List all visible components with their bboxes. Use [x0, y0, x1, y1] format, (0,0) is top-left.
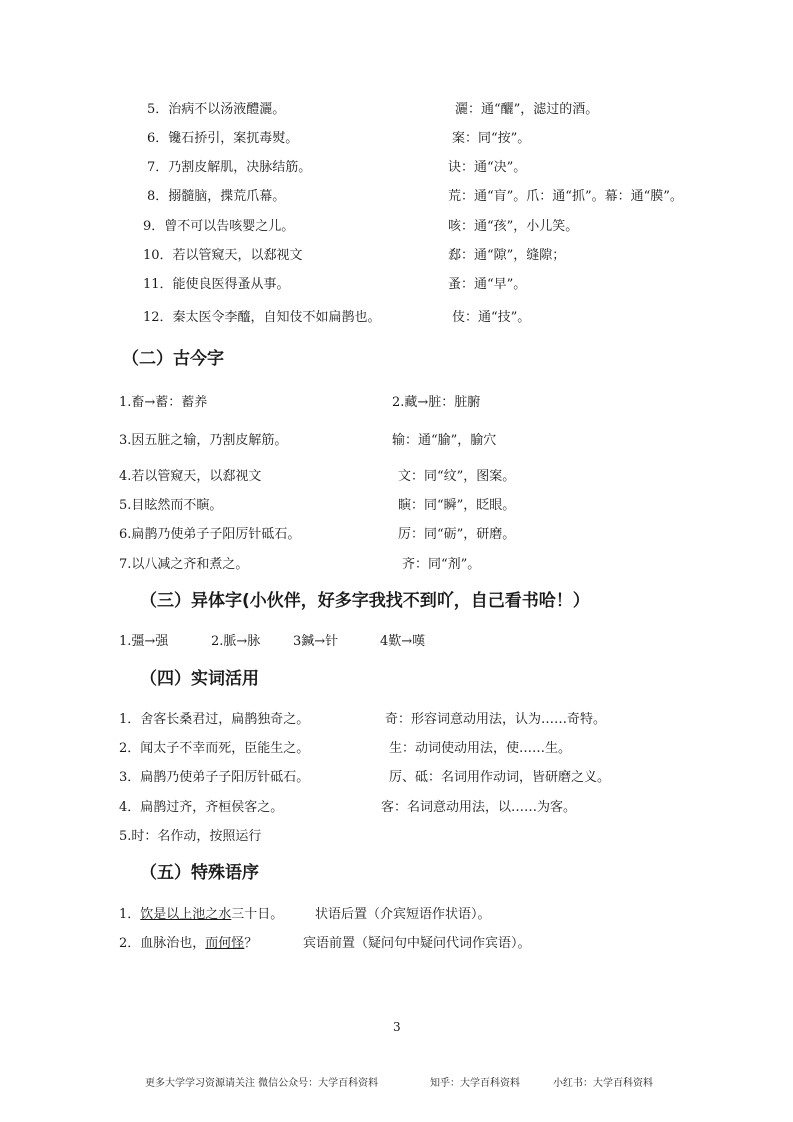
item-5-text: 5．治病不以汤液醴灑。: [147, 102, 286, 117]
s3-item-1: 1.彊→强: [119, 634, 169, 649]
s4-item-4-note: 客：名词意动用法，以……为客。: [381, 800, 577, 815]
s4-item-3: 3．扁鹊乃使弟子子阳厉针砥石。: [119, 770, 310, 785]
item-6-text: 6．镵石挢引，案扤毒熨。: [147, 131, 299, 146]
s3-item-2: 2.脈→脉: [211, 634, 261, 649]
s2-item-6-note: 厉：同“砺”，研磨。: [398, 527, 516, 542]
s5-item-2-post: ？: [244, 936, 258, 951]
s4-item-1-note: 奇：形容词意动用法，认为……奇特。: [385, 712, 607, 727]
s2-item-5: 5.目眩然而不瞚。: [119, 498, 223, 513]
section-heading-special-word-order: （五）特殊语序: [140, 863, 259, 883]
s3-item-4: 4歎→嘆: [380, 634, 426, 649]
item-9-note: 咳：通“孩”，小儿笑。: [448, 219, 579, 234]
footer-wechat: 更多大学学习资源请关注 微信公众号：大学百科资料: [145, 1078, 379, 1089]
s4-item-3-note: 厉、砥：名词用作动词，皆研磨之义。: [389, 770, 611, 785]
s4-item-2-note: 生：动词使动用法，使……生。: [389, 741, 572, 756]
item-10-note: 郄：通“隙”，缝隙；: [448, 248, 566, 263]
s2-item-3: 3.因五脏之输，乃割皮解筋。: [119, 433, 288, 448]
s2-item-5-note: 瞚：同“瞬”，眨眼。: [398, 498, 516, 513]
s5-item-1: [119, 906, 283, 924]
section-heading-ancient-modern-chars: （二）古今字: [122, 349, 224, 369]
footer-xiaohongshu: 小红书：大学百科资料: [553, 1078, 653, 1089]
s3-item-3: 3鍼→针: [293, 634, 339, 649]
s5-item-1-number: 1．: [119, 907, 141, 922]
section-heading-variant-chars: （三）异体字(小伙伴，好多字我找不到吖，自己看书哈！）: [140, 591, 590, 611]
item-12-note: 伎：通“技”。: [452, 310, 531, 325]
item-11-note: 蚤：通“早”。: [448, 277, 527, 292]
item-12-text: 12．秦太医令李醯，自知伎不如扁鹊也。: [143, 310, 381, 325]
s2-item-7: 7.以八减之齐和煮之。: [119, 557, 249, 572]
s5-item-2-note: 宾语前置（疑问句中疑问代词作宾语）。: [303, 936, 531, 951]
s5-item-2: [119, 935, 257, 953]
s2-item-2: 2.藏→脏：脏腑: [392, 395, 481, 410]
s2-item-3-note: 输：通“腧”，腧穴: [392, 433, 497, 448]
s5-item-1-underlined: 饮是以上池之水: [140, 907, 232, 922]
s5-item-2-underlined: 而何怪: [205, 936, 245, 951]
s2-item-4-note: 文：同“纹”，图案。: [398, 469, 516, 484]
item-9-text: 9．曾不可以告咳婴之儿。: [143, 219, 295, 234]
item-6-note: 案：同“按”。: [452, 131, 531, 146]
item-7-note: 诀：通“决”。: [448, 160, 527, 175]
item-8-text: 8．搦髓脑，揲荒爪幕。: [147, 189, 286, 204]
s2-item-6: 6.扁鹊乃使弟子子阳厉针砥石。: [119, 527, 301, 542]
s5-item-2-number: 2．: [119, 936, 141, 951]
item-7-text: 7．乃割皮解肌，决脉结筋。: [147, 160, 312, 175]
s4-item-2: 2．闻太子不幸而死，臣能生之。: [119, 741, 310, 756]
s2-item-4: 4.若以管窥天，以郄视文: [119, 469, 262, 484]
s4-item-1: 1．舍客长桑君过，扁鹊独奇之。: [119, 712, 310, 727]
item-10-text: 10．若以管窥天，以郄视文: [143, 248, 303, 263]
s2-item-7-note: 齐：同“剂”。: [402, 557, 481, 572]
s4-item-5: 5.时：名作动，按照运行: [119, 829, 262, 844]
item-8-note: 荒：通“肓”。爪：通“抓”。幕：通“膜”。: [448, 189, 683, 204]
s2-item-1: 1.畜→蓄：蓄养: [119, 395, 208, 410]
page-number: 3: [393, 1020, 401, 1034]
section-heading-word-usage: （四）实词活用: [140, 669, 259, 689]
footer-zhihu: 知乎：大学百科资料: [430, 1078, 520, 1089]
s5-item-2-pre: 血脉治也，: [140, 936, 206, 951]
s4-item-4: 4．扁鹊过齐，齐桓侯客之。: [119, 800, 284, 815]
s5-item-1-note: 状语后置（介宾短语作状语）。: [315, 907, 491, 922]
item-5-note: 灑：通“釃”，滤过的酒。: [455, 102, 599, 117]
s5-item-1-rest: 三十日。: [231, 907, 284, 922]
item-11-text: 11．能使良医得蚤从事。: [143, 277, 290, 292]
